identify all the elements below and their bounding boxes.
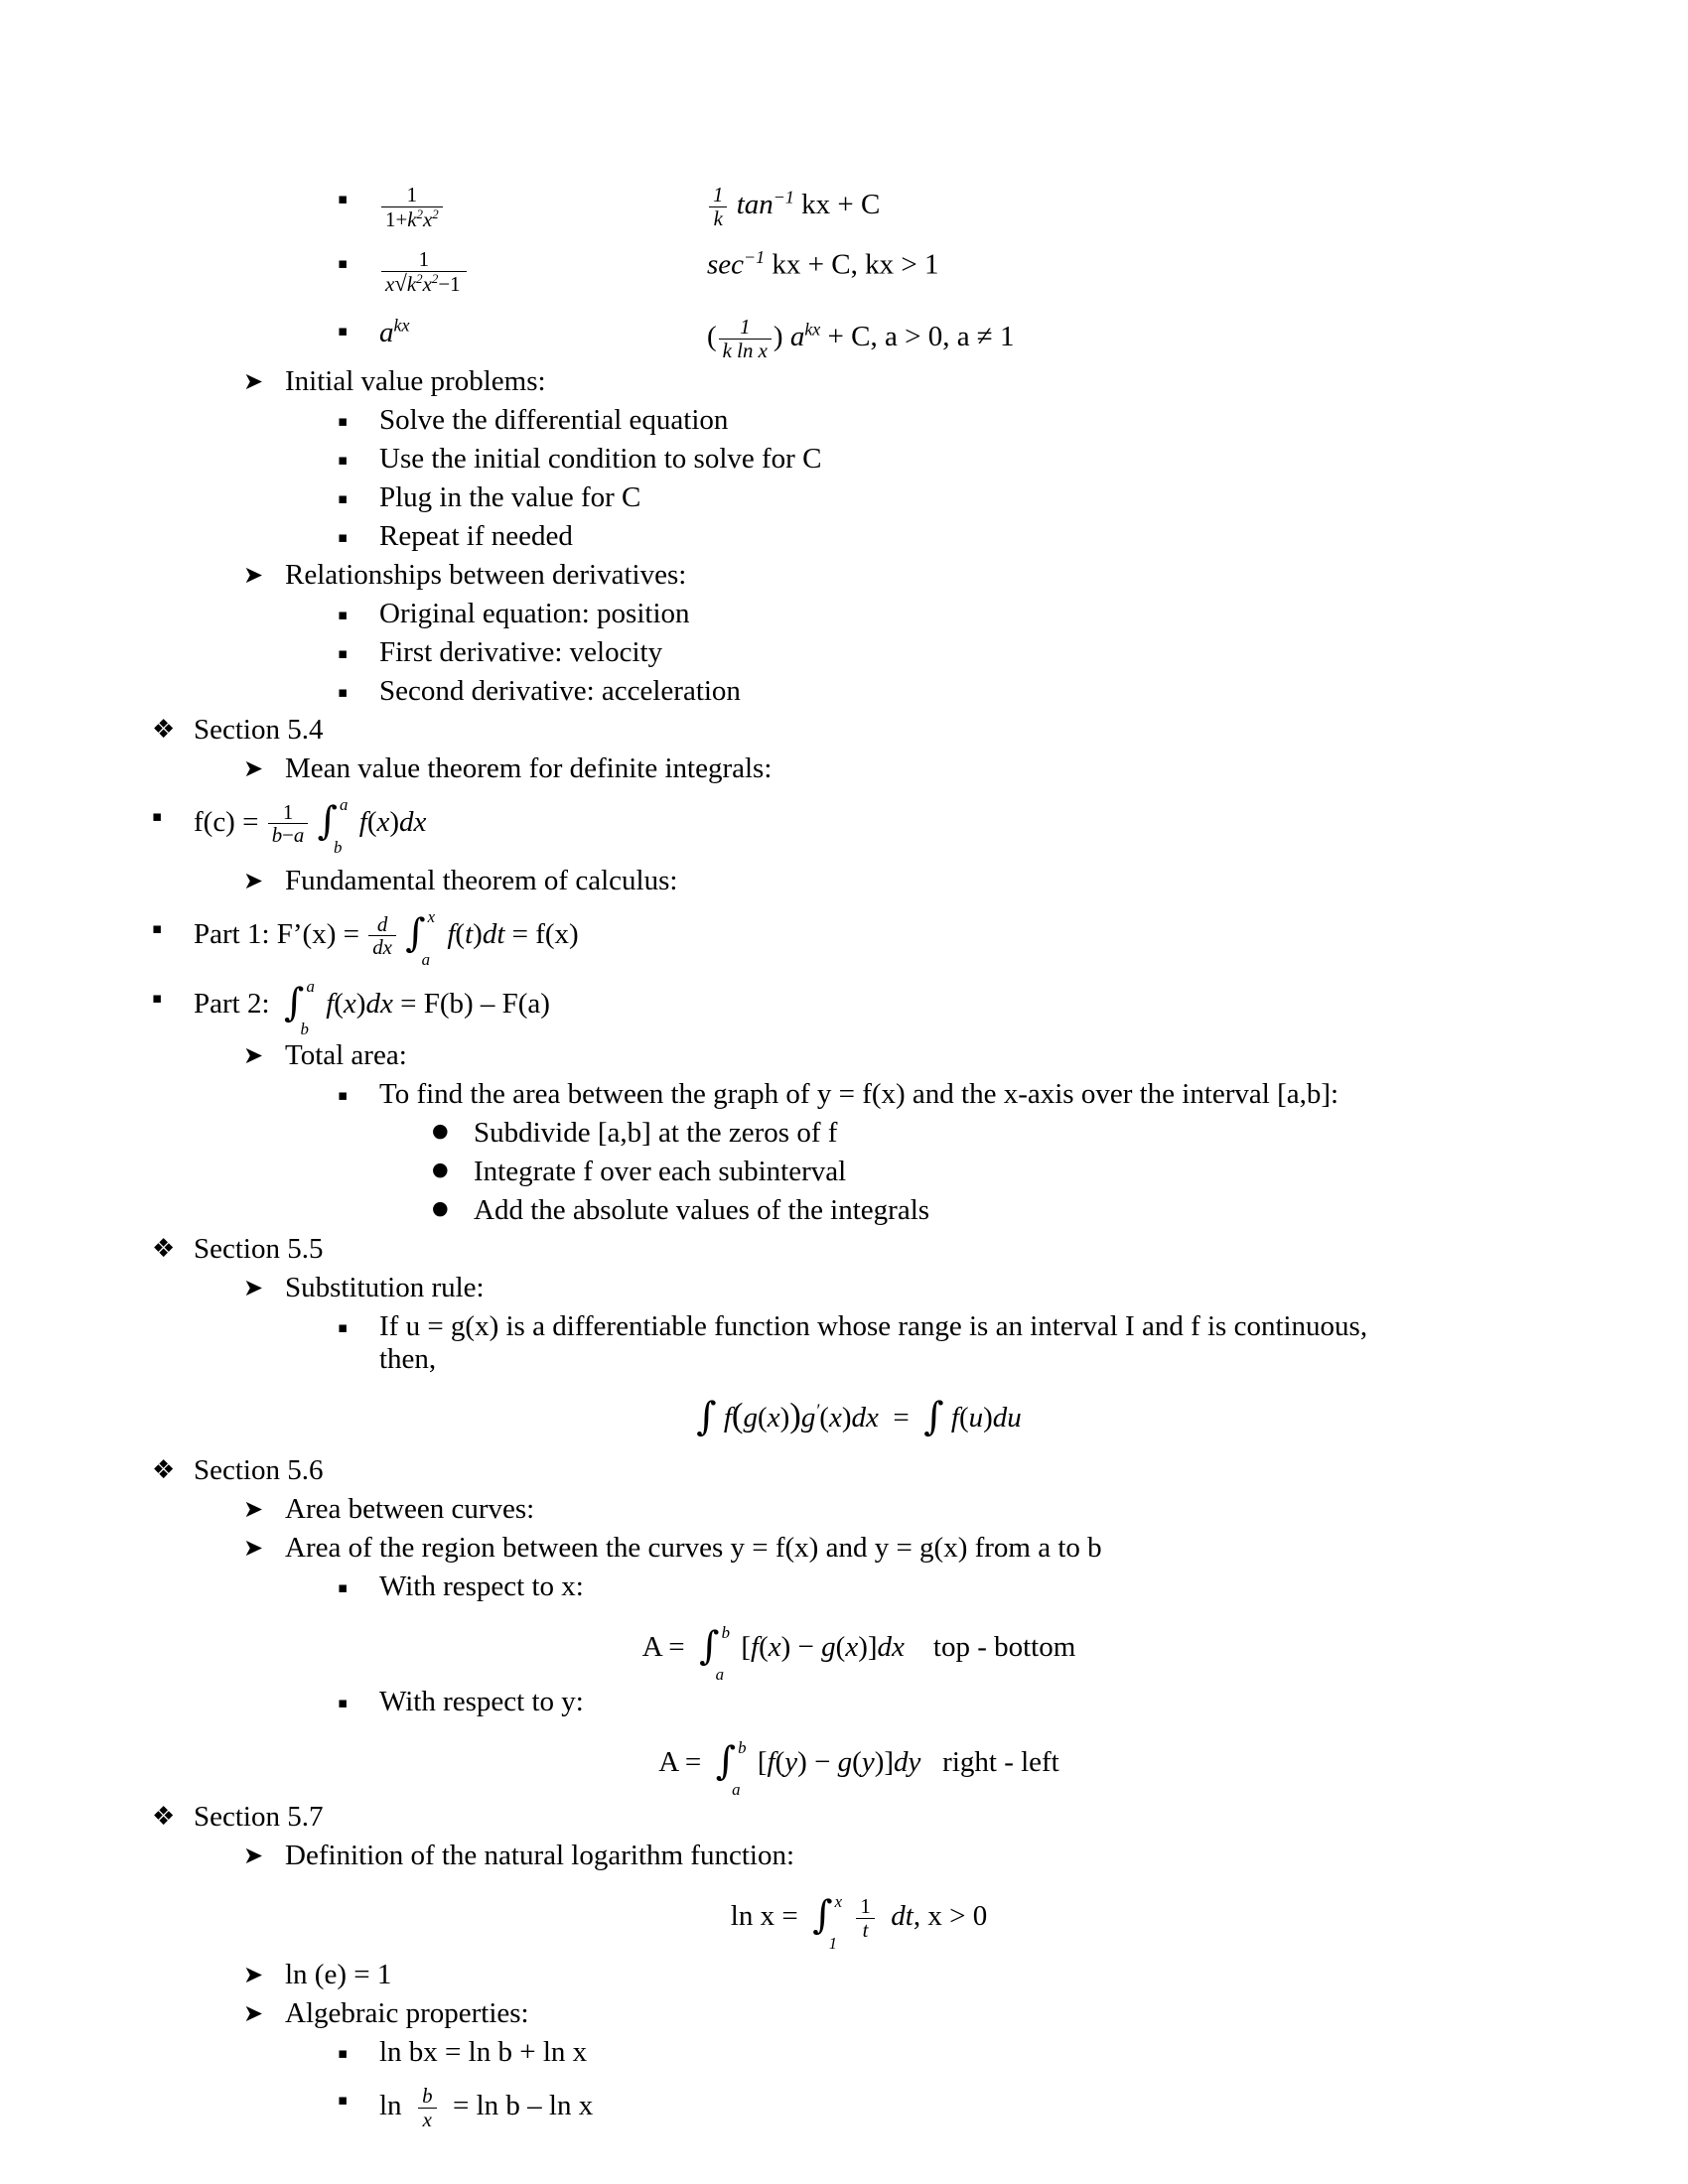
formula-substitution: ∫ f(g(x))g′(x)dx = ∫ f(u)du (696, 1395, 1022, 1440)
list-item (338, 443, 1524, 475)
square-bullet-icon: ▪ (338, 412, 349, 430)
arrow-bullet-icon: ➤ (243, 1999, 264, 2028)
list-item-substitution-rule (243, 1272, 1524, 1304)
list-item-label: Integrate f over each subinterval (474, 1156, 847, 1188)
list-item-ln-e (243, 1959, 1524, 1991)
list-item-ln-quotient (338, 2084, 1524, 2131)
list-item-label: Definition of the natural logarithm function: (285, 1840, 795, 1872)
square-bullet-icon: ▪ (338, 190, 349, 207)
list-item (338, 520, 1524, 552)
list-item-label: Area of the region between the curves y = f(x) and y = g(x) from a to b (285, 1532, 1102, 1565)
list-item-ftc (243, 865, 1524, 896)
list-item (338, 1078, 1524, 1111)
list-item-label: Add the absolute values of the integrals (474, 1194, 930, 1227)
notes-content (152, 183, 1524, 2140)
list-item-label: Second derivative: acceleration (379, 675, 741, 707)
list-item-label: Initial value problems: (285, 365, 546, 397)
list-item-initial-value-problems (243, 365, 1524, 397)
section-heading-5-6 (152, 1454, 1524, 1487)
square-bullet-icon: ▪ (338, 1578, 349, 1597)
dot-bullet-icon: ● (432, 1197, 449, 1220)
section-label: Section 5.7 (194, 1801, 324, 1834)
section-heading-5-5 (152, 1233, 1524, 1266)
integrand-1: $\frac{1}{1+k^2x^2}$ (379, 190, 445, 221)
list-item-label: With respect to y: (379, 1686, 584, 1718)
list-item-label: Total area: (285, 1039, 407, 1072)
section-label: Section 5.6 (194, 1454, 324, 1487)
square-bullet-icon: ▪ (338, 451, 349, 469)
formula-ln-definition: ln x = ∫ x 1 $\frac{1}{t}$ dt, x > 0 (730, 1891, 988, 1954)
diamond-bullet-icon: ❖ (152, 1234, 176, 1265)
section-label: Section 5.4 (194, 714, 324, 746)
list-item-label: Repeat if needed (379, 520, 573, 552)
list-item-label: If u = g(x) is a differentiable function whose range is an interval I and f is continuous, (379, 1310, 1368, 1343)
formula-text: Part 2: ∫ a b f(x)dx = F(b) – F(a) (194, 977, 550, 1039)
arrow-bullet-icon: ➤ (243, 1842, 264, 1870)
list-item (338, 2036, 1524, 2069)
arrow-bullet-icon: ➤ (243, 1534, 264, 1563)
list-item (338, 481, 1524, 513)
arrow-bullet-icon: ➤ (243, 1274, 264, 1302)
formula-area-y: A = ∫ b a [f(y) − g(y)]dy right - left (658, 1737, 1059, 1800)
list-item-label: Substitution rule: (285, 1272, 485, 1304)
list-item-label: With respect to x: (379, 1570, 584, 1603)
diamond-bullet-icon: ❖ (152, 1802, 176, 1833)
list-item-ln-definition (243, 1840, 1524, 1872)
diamond-bullet-icon: ❖ (152, 715, 176, 745)
list-item-total-area (243, 1039, 1524, 1072)
section-heading-5-7 (152, 1801, 1524, 1834)
formula-text: ln $\frac{b}{x}$ = ln b – ln x (379, 2084, 594, 2131)
formula-mvt (152, 795, 1524, 858)
square-bullet-icon: ▪ (152, 807, 163, 825)
square-bullet-icon: ▪ (338, 1318, 349, 1337)
list-item-label: Mean value theorem for definite integrals: (285, 752, 773, 784)
list-item-label: Plug in the value for C (379, 481, 641, 513)
arrow-bullet-icon: ➤ (243, 754, 264, 782)
square-bullet-icon: ▪ (338, 644, 349, 662)
integral-row-1 (338, 183, 1524, 231)
list-item (432, 1117, 1524, 1150)
list-item-continuation (379, 1345, 1524, 1374)
square-bullet-icon: ▪ (152, 989, 163, 1007)
square-bullet-icon: ▪ (338, 254, 349, 273)
arrow-bullet-icon: ➤ (243, 561, 264, 589)
integral-row-3 (338, 315, 1524, 362)
square-bullet-icon: ▪ (338, 2044, 349, 2063)
square-bullet-icon: ▪ (338, 2091, 349, 2110)
dot-bullet-icon: ● (432, 1120, 449, 1143)
formula-text: f(c) = $\frac{1}{b-a}$ ∫ a b f(x)dx (194, 795, 427, 858)
square-bullet-icon: ▪ (338, 489, 349, 507)
list-item (338, 598, 1524, 629)
list-item-label: Subdivide [a,b] at the zeros of f (474, 1117, 838, 1150)
square-bullet-icon: ▪ (338, 322, 349, 341)
list-item-area-region (243, 1532, 1524, 1565)
list-item-label: Algebraic properties: (285, 1997, 529, 2030)
square-bullet-icon: ▪ (152, 919, 163, 937)
arrow-bullet-icon: ➤ (243, 1495, 264, 1524)
list-item-label: Original equation: position (379, 598, 690, 629)
list-item-label: Solve the differential equation (379, 404, 729, 436)
list-item-wrt-y (338, 1686, 1524, 1718)
list-item-wrt-x (338, 1570, 1524, 1603)
list-item-mvt (243, 752, 1524, 784)
square-bullet-icon: ▪ (338, 1694, 349, 1712)
square-bullet-icon: ▪ (338, 1086, 349, 1105)
section-heading-5-4 (152, 714, 1524, 746)
list-item-label: ln (e) = 1 (285, 1959, 392, 1991)
list-item-label: Use the initial condition to solve for C (379, 443, 822, 475)
integral-result-2: $\sec^{-1}$ kx + C, kx > 1 (707, 247, 939, 281)
list-item-label: To find the area between the graph of y = f(x) and the x-axis over the interval [a,b]: (379, 1078, 1339, 1111)
arrow-bullet-icon: ➤ (243, 1041, 264, 1070)
integral-result-1: $\frac{1}{k}$ $\tan^{-1}$ kx + C (707, 184, 880, 229)
formula-ftc-part1 (152, 907, 1524, 970)
list-item-algebraic-properties (243, 1997, 1524, 2030)
arrow-bullet-icon: ➤ (243, 867, 264, 894)
list-item (338, 404, 1524, 436)
square-bullet-icon: ▪ (338, 683, 349, 701)
square-bullet-icon: ▪ (338, 528, 349, 546)
section-label: Section 5.5 (194, 1233, 324, 1266)
list-item-label: Relationships between derivatives: (285, 559, 687, 591)
list-item-label: First derivative: velocity (379, 636, 663, 668)
list-item (338, 675, 1524, 707)
integral-result-3: ( $\frac{1}{\text{k ln x}}$ ) $a^{kx} + C$, a > 0, a ≠ 1 (707, 315, 1015, 362)
list-item-area-between-curves (243, 1493, 1524, 1526)
list-item-relationships (243, 559, 1524, 591)
list-item-label: ln bx = ln b + ln x (379, 2036, 588, 2069)
list-item (338, 1310, 1524, 1343)
formula-text: Part 1: F’(x) = $\frac{d}{dx}$ ∫ x a f(t)dt = f(x) (194, 907, 579, 970)
square-bullet-icon: ▪ (338, 606, 349, 623)
integrand-2: $\frac{1}{x√k^2x^2-1}$ (379, 254, 469, 286)
list-item-label: then, (379, 1343, 437, 1376)
integrand-3: $a^{kx}$ (379, 315, 410, 348)
formula-area-x: A = ∫ b a [f(x) − g(x)]dx top - bottom (641, 1622, 1076, 1685)
integral-row-2 (338, 247, 1524, 296)
arrow-bullet-icon: ➤ (243, 1961, 264, 1989)
dot-bullet-icon: ● (432, 1159, 449, 1181)
list-item-label: Fundamental theorem of calculus: (285, 865, 678, 896)
list-item-label: Area between curves: (285, 1493, 535, 1526)
list-item (432, 1194, 1524, 1227)
diamond-bullet-icon: ❖ (152, 1455, 176, 1486)
arrow-bullet-icon: ➤ (243, 367, 264, 395)
formula-ftc-part2 (152, 977, 1524, 1039)
list-item (338, 636, 1524, 668)
list-item (432, 1156, 1524, 1188)
